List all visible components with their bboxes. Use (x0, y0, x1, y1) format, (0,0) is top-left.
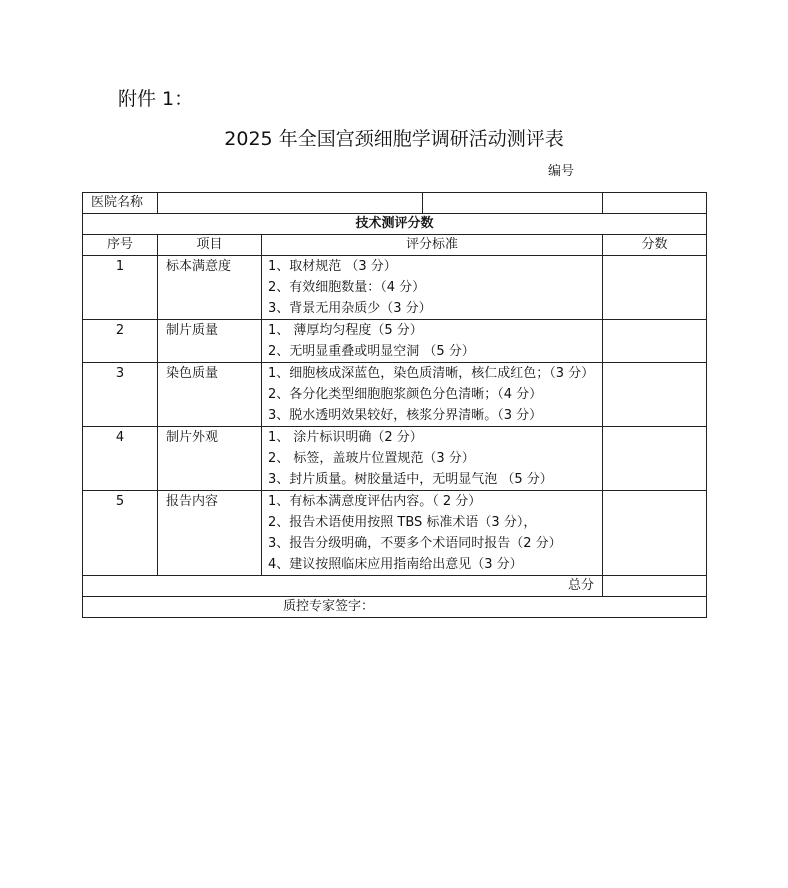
criterion: 4、建议按照临床应用指南给出意见（3 分） (268, 557, 523, 572)
criterion: 1、细胞核成深蓝色，染色质清晰，核仁成红色；（3 分） (268, 366, 595, 381)
column-header-criteria: 评分标准 (262, 235, 603, 256)
header-row (83, 235, 707, 256)
criterion: 3、背景无用杂质少（3 分） (268, 301, 432, 316)
row-item: 制片质量 (158, 320, 262, 363)
score-cell[interactable] (603, 320, 707, 363)
row-seq: 1 (83, 256, 158, 320)
table-row (83, 427, 707, 491)
criterion: 1、有标本满意度评估内容。（ 2 分） (268, 494, 482, 509)
criterion: 3、报告分级明确，不要多个术语同时报告（2 分） (268, 536, 562, 551)
row-item: 染色质量 (158, 363, 262, 427)
row-item: 报告内容 (158, 491, 262, 576)
section-title: 技术测评分数 (83, 214, 707, 235)
signature-label: 质控专家签字： (83, 597, 707, 618)
row-item: 标本满意度 (158, 256, 262, 320)
row-criteria (262, 491, 603, 576)
score-cell[interactable] (603, 256, 707, 320)
evaluation-table (82, 192, 707, 618)
number-label: 编号 (548, 164, 575, 179)
criterion: 2、 标签，盖玻片位置规范（3 分） (268, 451, 475, 466)
criterion: 2、报告术语使用按照 TBS 标准术语（3 分）， (268, 515, 537, 530)
criterion: 1、 薄厚均匀程度（5 分） (268, 323, 423, 338)
criterion: 2、无明显重叠或明显空洞 （5 分） (268, 344, 475, 359)
hospital-row (83, 193, 707, 214)
row-seq: 5 (83, 491, 158, 576)
row-item: 制片外观 (158, 427, 262, 491)
table-row (83, 320, 707, 363)
row-criteria (262, 320, 603, 363)
score-cell[interactable] (603, 491, 707, 576)
column-header-score: 分数 (603, 235, 707, 256)
criterion: 1、取材规范 （3 分） (268, 259, 397, 274)
total-label: 总分 (83, 576, 603, 597)
row-criteria (262, 363, 603, 427)
table-row (83, 256, 707, 320)
score-cell[interactable] (603, 427, 707, 491)
row-seq: 3 (83, 363, 158, 427)
criterion: 3、封片质量。树胶量适中，无明显气泡 （5 分） (268, 472, 553, 487)
criterion: 2、有效细胞数量：（4 分） (268, 280, 426, 295)
hospital-extra-cell[interactable] (603, 193, 707, 214)
table-row (83, 491, 707, 576)
criterion: 1、 涂片标识明确（2 分） (268, 430, 423, 445)
criterion: 2、各分化类型细胞胞浆颜色分色清晰；（4 分） (268, 387, 543, 402)
row-criteria (262, 256, 603, 320)
row-seq: 2 (83, 320, 158, 363)
section-row (83, 214, 707, 235)
column-header-item: 项目 (158, 235, 262, 256)
signature-row (83, 597, 707, 618)
page-title: 2025 年全国宫颈细胞学调研活动测评表 (224, 128, 564, 150)
column-header-seq: 序号 (83, 235, 158, 256)
hospital-name-field[interactable] (158, 193, 603, 214)
row-seq: 4 (83, 427, 158, 491)
table-row (83, 363, 707, 427)
hospital-name-label: 医院名称 (83, 193, 158, 214)
criterion: 3、脱水透明效果较好，核浆分界清晰。（3 分） (268, 408, 543, 423)
attachment-label: 附件 1： (118, 88, 194, 110)
row-criteria (262, 427, 603, 491)
total-score-cell[interactable] (603, 576, 707, 597)
total-row (83, 576, 707, 597)
score-cell[interactable] (603, 363, 707, 427)
